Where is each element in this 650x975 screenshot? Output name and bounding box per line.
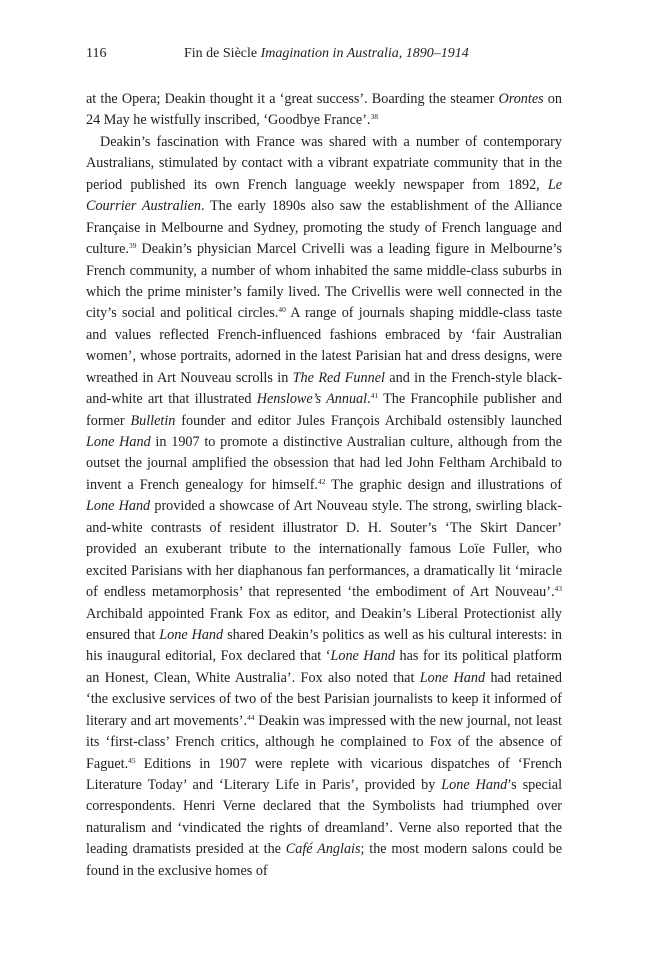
- footnote-ref[interactable]: 41: [370, 391, 379, 401]
- italic-title: Orontes: [498, 91, 544, 107]
- text-run: The Francophile publisher and former: [86, 391, 562, 429]
- body-text: [86, 89, 562, 882]
- text-run: ; the most modern salons could be found in the exclusive homes of: [86, 841, 562, 879]
- text-run: in 1907 to promote a distinctive Australian culture, although from the outset the journal amplified the obsession that had led John Feltham Archibald to invent a French genealogy for himself.: [86, 434, 562, 493]
- footnote-ref[interactable]: 40: [278, 305, 286, 315]
- text-run: Deakin’s fascination with France was shared with a number of contemporary Australians, stimulated by contact with a vibrant expatriate community that in the period published its own French language weekly newspaper from 1892,: [86, 133, 562, 193]
- text-run: Archibald appointed Frank Fox as editor, and Deakin’s Liberal Protectionist ally ensured that: [86, 605, 562, 643]
- text-run: provided a showcase of Art Nouveau style. The strong, swirling black-and-white contrasts of resident illustrator D. H. Souter’s ‘The Skirt Dancer’ provided an exuberant tribute to the internationally famous Loïe Fuller, who excited Parisians with her diaphanous fan performances, a dramatically lit ‘miracle of endless metamorphosis’ that represented ‘the embodiment of Art Nouveau’.: [86, 498, 563, 601]
- footnote-ref[interactable]: 42: [317, 476, 326, 486]
- text-run: on 24 May he wistfully inscribed, ‘Goodbye France’.: [86, 91, 562, 129]
- italic-title: Café Anglais: [285, 841, 361, 858]
- italic-title: Le Courrier Australien: [86, 176, 562, 215]
- footnote-ref[interactable]: 39: [128, 241, 137, 251]
- footnote-ref[interactable]: 43: [554, 584, 562, 594]
- book-page: [86, 0, 562, 975]
- text-run: A range of journals shaping middle-class taste and values reflected French-influenced fashions embraced by ‘fair Australian women’, whose portraits, adorned in the latest Parisian hat and dress designs, were wreathed in Art Nouveau scrolls in: [86, 305, 562, 386]
- footnote-ref[interactable]: 38: [370, 112, 378, 122]
- italic-title: Lone Hand: [159, 626, 224, 643]
- paragraph-1: [86, 89, 562, 132]
- italic-title: Lone Hand: [86, 498, 151, 515]
- italic-title: The Red Funnel: [292, 369, 385, 386]
- text-run: Editions in 1907 were replete with vicarious dispatches of ‘French Literature Today’ and ‘Literary Life in Paris’, provided by: [86, 755, 562, 793]
- page-number: 116: [86, 46, 107, 61]
- text-run: shared Deakin’s politics as well as his cultural interests: in his inaugural editorial, Fox declared that ‘: [86, 626, 562, 665]
- italic-title: Lone Hand: [330, 648, 395, 665]
- text-run: .: [367, 391, 371, 408]
- text-run: Deakin was impressed with the new journal, not least its ‘first-class’ French critics, although he complained to Fox of the absence of Faguet.: [86, 712, 562, 772]
- italic-title: Lone Hand: [419, 669, 486, 686]
- footnote-ref[interactable]: 45: [128, 755, 136, 765]
- running-title-plain: Fin de Siècle: [184, 46, 261, 61]
- text-run: at the Opera; Deakin thought it a ‘great success’. Boarding the steamer: [86, 91, 499, 107]
- italic-title: Bulletin: [130, 412, 176, 429]
- text-run: . The early 1890s also saw the establishment of the Alliance Française in Melbourne and Sydney, promoting the study of French language and culture.: [86, 198, 562, 258]
- running-title-italic: Imagination in Australia, 1890–1914: [260, 46, 469, 61]
- running-title: [184, 45, 469, 63]
- italic-title: Lone Hand: [441, 777, 508, 793]
- text-run: has for its political platform an Honest, Clean, White Australia’. Fox also noted that: [86, 648, 563, 686]
- text-run: founder and editor Jules François Archibald ostensibly launched: [175, 412, 562, 429]
- text-run: and in the French-style black-and-white art that illustrated: [86, 369, 562, 408]
- text-run: had retained ‘the exclusive services of two of the best Parisian journalists to keep it informed of literary and art movements’.: [86, 669, 563, 729]
- text-run: ’s special correspondents. Henri Verne declared that the Symbolists had triumphed over naturalism and ‘vindicated the rights of dreamland’. Verne also reported that the leading dramatists presided at the: [86, 777, 563, 858]
- text-run: Deakin’s physician Marcel Crivelli was a leading figure in Melbourne’s French community, a number of whom inhabited the same middle-class suburbs in which the prime minister’s family lived. The Crivellis were well connected in the city’s social and political circles.: [86, 241, 562, 322]
- italic-title: Lone Hand: [86, 434, 151, 450]
- paragraph-2: [86, 132, 562, 882]
- italic-title: Henslowe’s Annual: [256, 391, 368, 408]
- footnote-ref[interactable]: 44: [247, 712, 255, 722]
- text-run: The graphic design and illustrations of: [325, 476, 562, 493]
